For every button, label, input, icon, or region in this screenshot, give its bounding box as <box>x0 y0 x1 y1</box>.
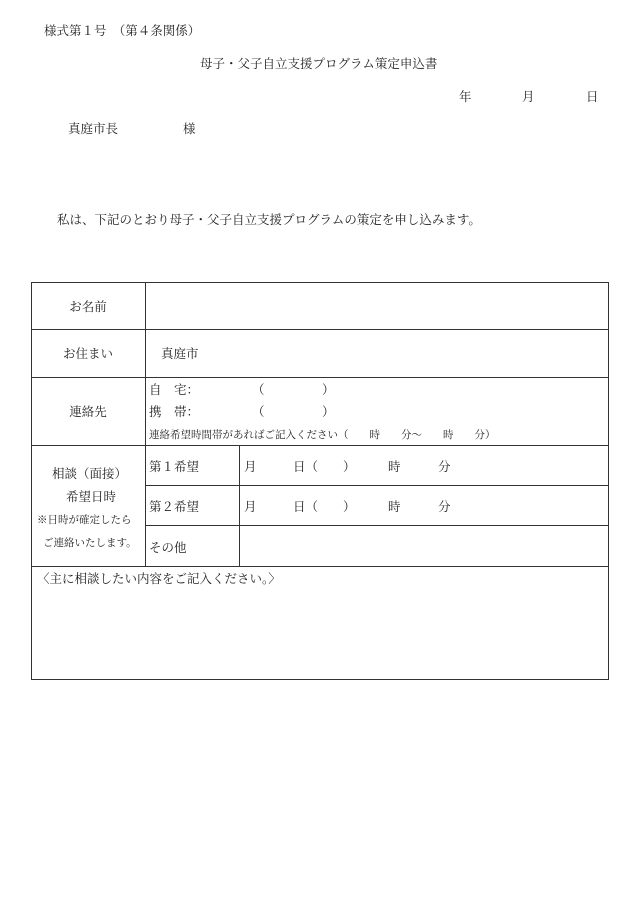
home-phone-field[interactable] <box>200 381 340 399</box>
addressee: 真庭市長 <box>68 121 119 136</box>
first-choice-label: 第１希望 <box>149 459 200 474</box>
paren-open: （ <box>252 382 265 397</box>
other-field[interactable] <box>240 526 608 566</box>
form-number: 様式第１号 （第４条関係） <box>44 23 201 38</box>
preferred-contact-time[interactable]: 連絡希望時間帯があればご記入ください（ 時 分〜 時 分） <box>149 429 496 441</box>
consult-label-2: 希望日時 <box>66 489 117 504</box>
first-choice-field[interactable] <box>240 446 608 485</box>
contact-label: 連絡先 <box>69 404 107 419</box>
second-choice-minute: 分 <box>438 499 451 514</box>
first-choice-day: 日（ ） <box>293 459 356 474</box>
second-choice-month: 月 <box>244 499 257 514</box>
consult-note-2: ご連絡いたします。 <box>43 537 137 549</box>
first-choice-minute: 分 <box>438 459 451 474</box>
consultation-content-field[interactable] <box>32 590 608 679</box>
divider <box>608 282 609 680</box>
second-choice-hour: 時 <box>388 499 401 514</box>
second-choice-field[interactable] <box>240 486 608 525</box>
second-choice-day: 日（ ） <box>293 499 356 514</box>
mobile-phone-label: 携 帯： <box>149 404 200 419</box>
date-month: 月 <box>522 89 535 104</box>
address-prefix: 真庭市 <box>161 346 199 361</box>
first-choice-hour: 時 <box>388 459 401 474</box>
address-field[interactable] <box>200 330 608 377</box>
home-phone-label: 自 宅： <box>149 382 200 397</box>
divider <box>31 679 609 680</box>
page-title: 母子・父子自立支援プログラム策定申込書 <box>200 56 438 71</box>
paren-close: ） <box>322 382 335 397</box>
paren-close: ） <box>322 404 335 419</box>
date-day: 日 <box>586 89 599 104</box>
intro-text: 私は、下記のとおり母子・父子自立支援プログラムの策定を申し込みます。 <box>57 212 481 227</box>
consult-label-1: 相談（面接） <box>52 466 128 481</box>
other-label: その他 <box>149 540 187 555</box>
mobile-phone-field[interactable] <box>200 403 340 421</box>
honorific: 様 <box>183 121 196 136</box>
divider <box>31 566 609 567</box>
paren-open: （ <box>252 404 265 419</box>
address-label: お住まい <box>62 346 113 361</box>
date-year: 年 <box>459 89 472 104</box>
name-field[interactable] <box>146 283 608 329</box>
first-choice-month: 月 <box>244 459 257 474</box>
name-label: お名前 <box>69 298 107 314</box>
consult-note-1: ※日時が確定したら <box>37 514 132 526</box>
content-prompt: 〈主に相談したい内容をご記入ください。〉 <box>37 571 281 586</box>
second-choice-label: 第２希望 <box>149 499 200 514</box>
